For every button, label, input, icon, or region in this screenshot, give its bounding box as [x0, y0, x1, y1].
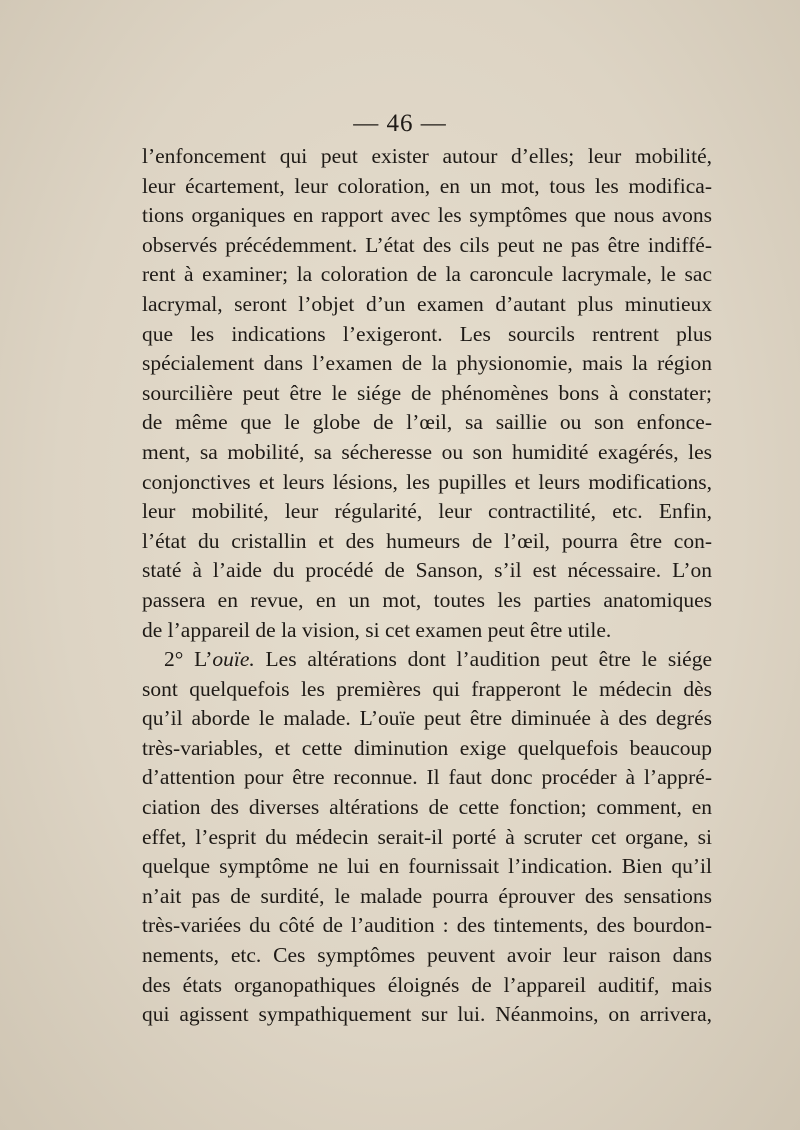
text-line: leur mobilité, leur régularité, leur contractilité, etc. Enfin,	[142, 499, 712, 524]
text-line: quelque symptôme ne lui en fournissait l’indication. Bien qu’il	[142, 854, 712, 879]
text-line: staté à l’aide du procédé de Sanson, s’il est nécessaire. L’on	[142, 558, 712, 583]
text-line: ment, sa mobilité, sa sécheresse ou son humidité exagérés, les	[142, 439, 712, 464]
text-line: effet, l’esprit du médecin serait-il porté à scruter cet organe, si	[142, 824, 712, 849]
section-number: 2° L’	[164, 647, 213, 672]
text-line: spécialement dans l’examen de la physionomie, mais la région	[142, 351, 712, 376]
text-line: sourcilière peut être le siége de phénomènes bons à constater;	[142, 380, 712, 405]
page-number: — 46 —	[353, 110, 447, 137]
text-line: qui agissent sympathiquement sur lui. Néanmoins, on arrivera,	[142, 1002, 712, 1027]
section-title: ouïe.	[212, 647, 255, 672]
text-line: nements, etc. Ces symptômes peuvent avoir leur raison dans	[142, 943, 712, 968]
text-line: leur écartement, leur coloration, en un mot, tous les modifica-	[142, 173, 712, 198]
text-line: lacrymal, seront l’objet d’un examen d’autant plus minutieux	[142, 291, 712, 316]
text-line: l’enfoncement qui peut exister autour d’elles; leur mobilité,	[142, 144, 712, 168]
text-line: l’état du cristallin et des humeurs de l’œil, pourra être con-	[142, 528, 712, 553]
text-line: passera en revue, en un mot, toutes les parties anatomiques	[142, 587, 712, 612]
text-fragment: Les altérations dont l’audition peut être le siége	[254, 647, 712, 672]
paragraph-heading-line	[142, 645, 712, 675]
text-line: rent à examiner; la coloration de la caroncule lacrymale, le sac	[142, 262, 712, 287]
text-line: de l’appareil de la vision, si cet examen peut être utile.	[142, 617, 612, 642]
text-line: très-variables, et cette diminution exige quelquefois beaucoup	[142, 735, 712, 760]
text-line: conjonctives et leurs lésions, les pupilles et leurs modifications,	[142, 469, 712, 494]
text-line: sont quelquefois les premières qui frapperont le médecin dès	[142, 676, 712, 701]
text-line: de même que le globe de l’œil, sa saillie ou son enfonce-	[142, 410, 712, 435]
text-line: observés précédemment. L’état des cils peut ne pas être indiffé-	[142, 232, 712, 257]
text-line: que les indications l’exigeront. Les sourcils rentrent plus	[142, 321, 712, 346]
body-text	[142, 142, 712, 1030]
text-line: ciation des diverses altérations de cette fonction; comment, en	[142, 795, 712, 820]
text-line: d’attention pour être reconnue. Il faut donc procéder à l’appré-	[142, 765, 712, 790]
text-line: tions organiques en rapport avec les symptômes que nous avons	[142, 203, 712, 228]
text-line: n’ait pas de surdité, le malade pourra éprouver des sensations	[142, 883, 712, 908]
text-line: qu’il aborde le malade. L’ouïe peut être diminuée à des degrés	[142, 706, 712, 731]
text-line: très-variées du côté de l’audition : des tintements, des bourdon-	[142, 913, 712, 938]
text-line: des états organopathiques éloignés de l’appareil auditif, mais	[142, 972, 712, 997]
